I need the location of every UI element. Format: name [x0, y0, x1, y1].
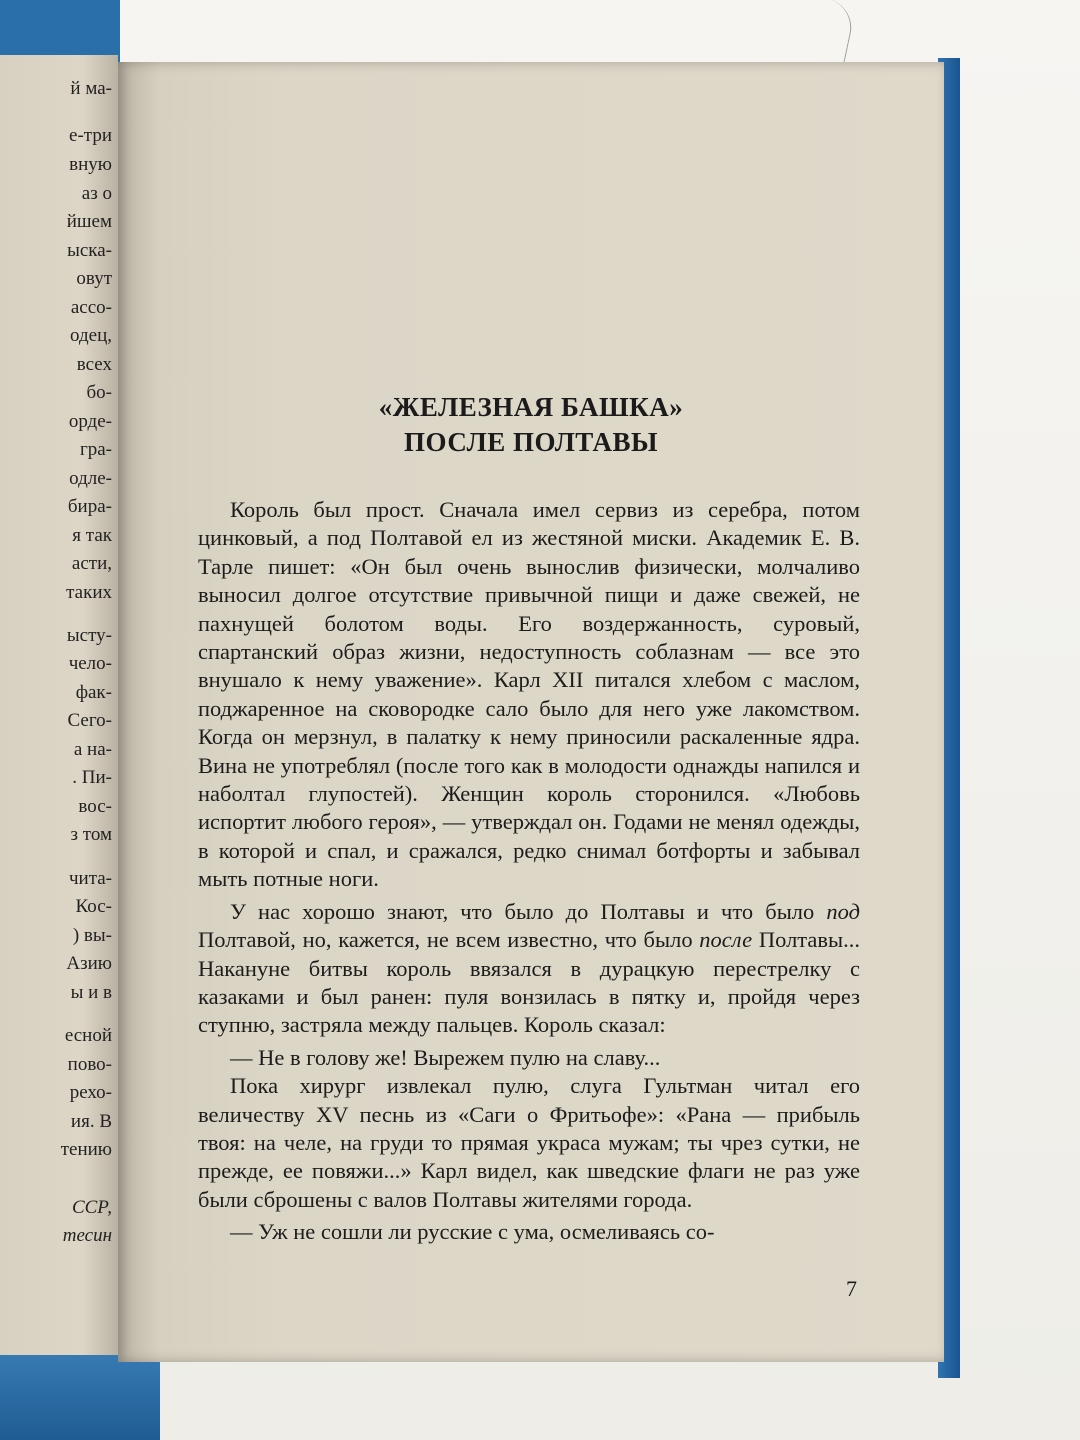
left-page-line: ы и в: [70, 982, 112, 1003]
left-page-line: вос-: [78, 796, 112, 817]
left-page-line: одле-: [69, 468, 112, 489]
left-page-line: ассо-: [70, 297, 112, 318]
left-page-line: аз о: [81, 183, 112, 204]
left-page-line: фак-: [75, 682, 112, 703]
left-page-line: рехо-: [69, 1082, 112, 1103]
left-page-line: одец,: [70, 325, 112, 346]
left-page-line: а на-: [73, 739, 112, 760]
left-page-line: овут: [76, 268, 112, 289]
chapter-title-line1: «ЖЕЛЕЗНАЯ БАШКА»: [378, 392, 684, 422]
dialogue-1: — Не в голову же! Вырежем пулю на славу...: [230, 1044, 661, 1070]
left-page-line: Азию: [66, 953, 112, 974]
chapter-title-line2: ПОСЛЕ ПОЛТАВЫ: [404, 427, 658, 457]
left-page-line: е-три: [69, 125, 112, 146]
left-page-line: асти,: [71, 553, 112, 574]
left-page-line: чело-: [68, 653, 112, 674]
left-page-line: ) вы-: [72, 925, 112, 946]
left-page-line: ыска-: [67, 240, 112, 261]
paragraph-3: Пока хирург извлекал пулю, слуга Гультман читал его величеству XV песнь из «Саги о Фритьофе»: «Рана — прибыль твоя: на челе, на груди то прямая украса мужам; ты чрез сутки, не прежде, ее повяжи...» Карл видел, как шведские флаги не раз уже были сброшены с валов Полтавы жителями города.: [198, 1073, 860, 1212]
left-page-line: ия. В: [70, 1111, 112, 1132]
left-page: [0, 55, 118, 1355]
left-page-line: бира-: [67, 496, 112, 517]
left-page-line: Сего-: [67, 710, 112, 731]
left-page-line: чита-: [68, 868, 112, 889]
left-page-line: ССР,: [71, 1197, 112, 1218]
body-text: [198, 496, 860, 1247]
left-page-line: таких: [66, 582, 112, 603]
paragraph-1: Король был прост. Сначала имел сервиз из серебра, потом цинковый, а под Полтавой ел из жестяной миски. Академик Е. В. Тарле пишет: «Он был очень вынослив физически, молчаливо выносил долгое отсутствие привычной пищи и даже свежей, не пахнущей болотом воды. Его воздержанность, суровый, спартанский образ жизни, недоступность соблазнам — все это внушало к нему уважение». Карл XII питался хлебом с маслом, поджаренное на сковородке сало было для него уже лакомством. Когда он мерзнул, в палатку к нему приносили раскаленные ядра. Вина не употреблял (после того как в молодости однажды напился и наболтал глупостей). Женщин король сторонился. «Любовь испортит любого героя», — утверждал он. Годами не менял одежды, в которой и спал, и сражался, редко снимал ботфорты и забывал мыть потные ноги.: [198, 497, 860, 892]
left-page-line: Кос-: [75, 896, 112, 917]
left-page-line: пово-: [67, 1054, 112, 1075]
left-page-line: тению: [60, 1139, 112, 1160]
left-page-line: вную: [69, 154, 112, 175]
left-page-line: гра-: [79, 439, 112, 460]
left-page-line: й ма-: [70, 78, 112, 99]
paragraph-2: У нас хорошо знают, что было до Полтавы и что было под Полтавой, но, кажется, не всем известно, что было после Полтавы... Накануне битвы король ввязался в дурацкую перестрелку с казаками и был ранен: пуля вонзилась в пятку и, пройдя через ступню, застряла между пальцев. Король сказал:: [198, 898, 861, 1038]
left-page-line: з том: [70, 824, 112, 845]
left-page-line: есной: [64, 1025, 112, 1046]
dialogue-2: — Уж не сошли ли русские с ума, осмеливаясь со-: [230, 1219, 715, 1245]
left-page-line: йшем: [66, 211, 112, 232]
left-page-line: всех: [76, 354, 112, 375]
left-page-line: . Пи-: [72, 767, 112, 788]
left-page-line: ысту-: [66, 625, 112, 646]
left-page-line: тесин: [62, 1225, 112, 1246]
left-page-line: бо-: [86, 382, 112, 403]
page-number: 7: [846, 1276, 857, 1301]
left-page-line: я так: [72, 525, 112, 546]
left-page-line: орде-: [68, 411, 112, 432]
